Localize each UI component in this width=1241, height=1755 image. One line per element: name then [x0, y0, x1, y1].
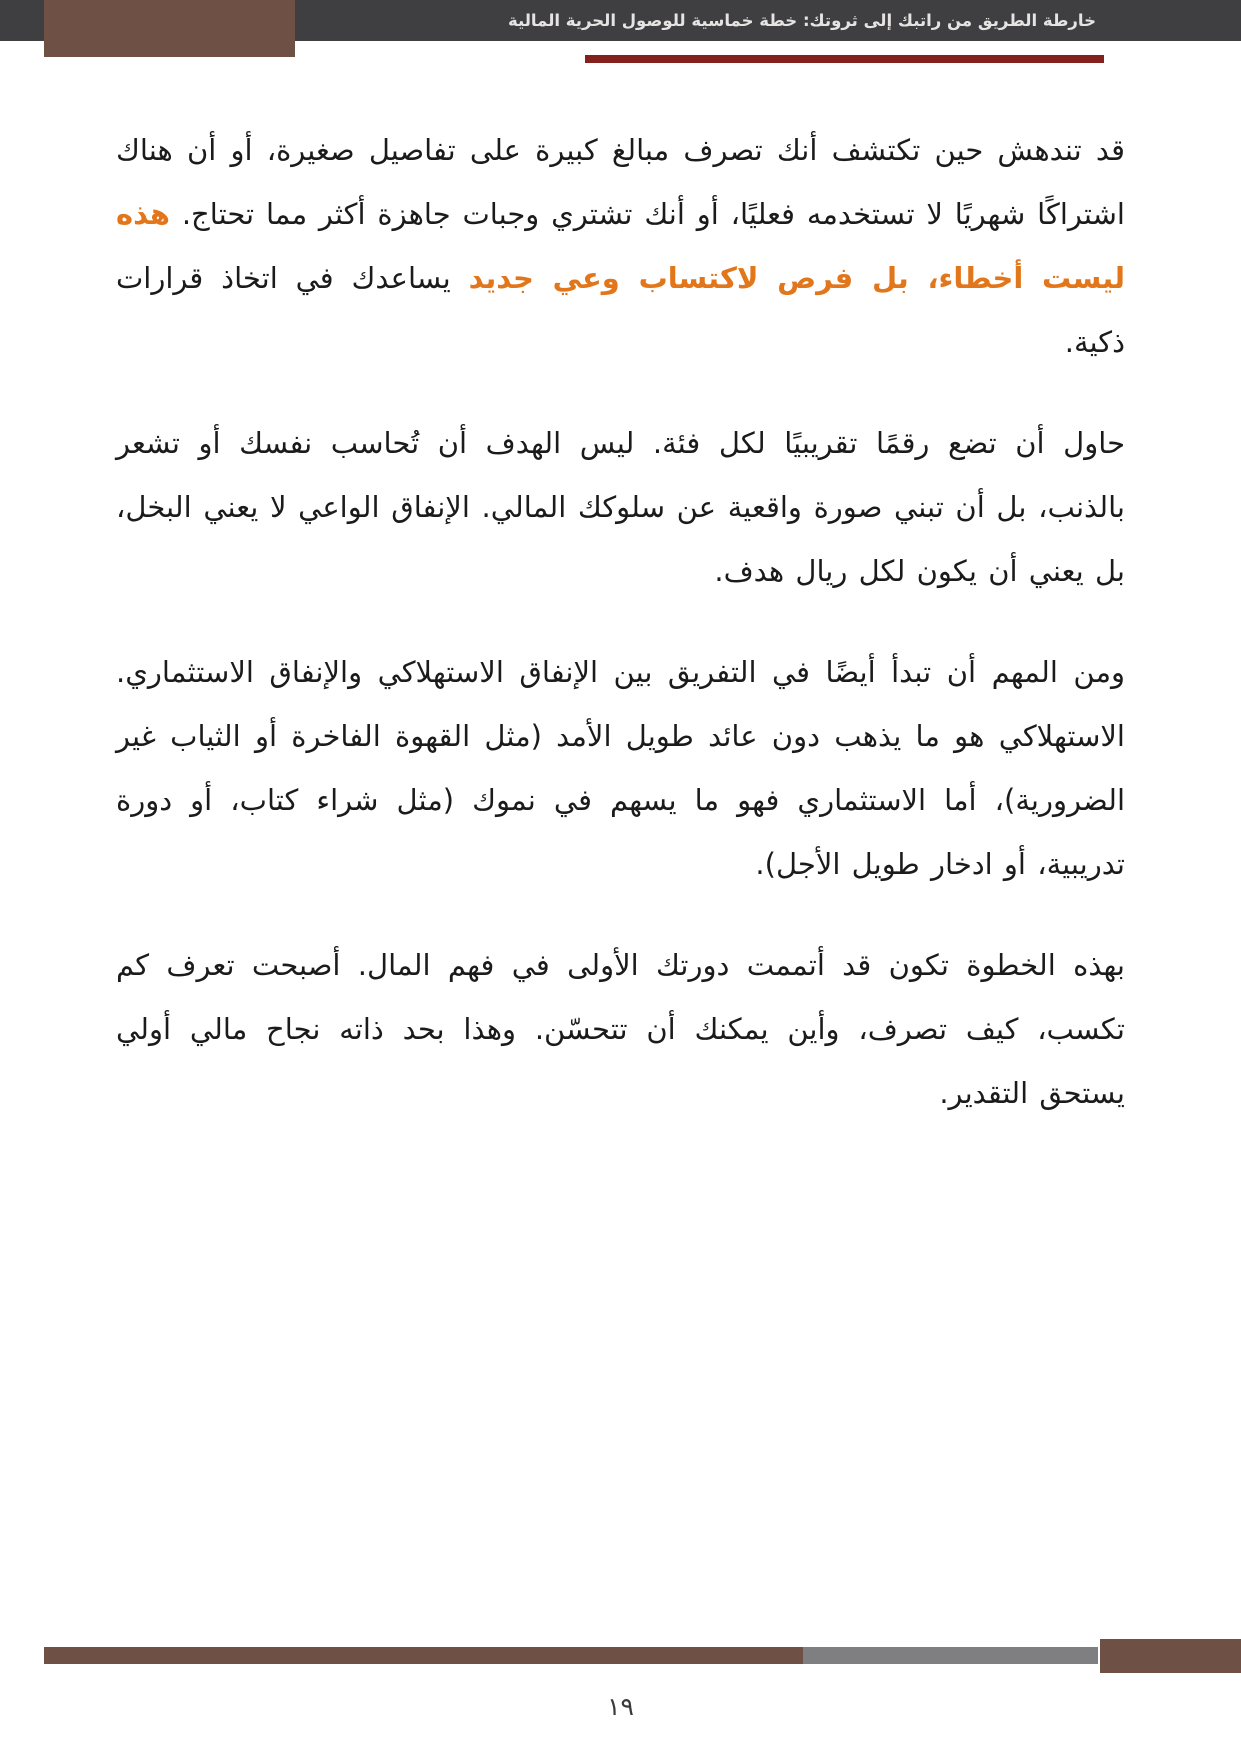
paragraph-1-highlight-text: هذه ليست أخطاء، بل فرص لاكتساب وعي جديد	[116, 197, 1125, 295]
footer-gray-bar	[803, 1647, 1098, 1664]
paragraph-1-tail-text: يساعدك في اتخاذ قرارات ذكية.	[116, 261, 1125, 359]
page-number: ١٩	[607, 1692, 634, 1721]
paragraph-2: حاول أن تضع رقمًا تقريبيًا لكل فئة. ليس الهدف أن تُحاسب نفسك أو تشعر بالذنب، بل أن تبني صورة واقعية عن سلوكك المالي. الإنفاق الواعي لا يعني البخل، بل يعني أن يكون لكل ريال هدف.	[116, 426, 1125, 588]
paragraph-1-text: قد تندهش حين تكتشف أنك تصرف مبالغ كبيرة على تفاصيل صغيرة، أو أن هناك اشتراكًا شهريًا لا تستخدمه فعليًا، أو أنك تشتري وجبات جاهزة أكثر مما تحتاج.	[116, 133, 1125, 231]
header-red-accent-line	[585, 55, 1104, 63]
document-body	[116, 118, 1125, 1125]
paragraph-3: ومن المهم أن تبدأ أيضًا في التفريق بين الإنفاق الاستهلاكي والإنفاق الاستثماري. الاستهلاكي هو ما يذهب دون عائد طويل الأمد (مثل القهوة الفاخرة أو الثياب غير الضرورية)، أما الاستثماري فهو ما يسهم في نموك (مثل شراء كتاب، أو دورة تدريبية، أو ادخار طويل الأجل).	[116, 655, 1125, 881]
page-header-title: خارطة الطريق من راتبك إلى ثروتك: خطة خماسية للوصول الحرية المالية	[508, 11, 1096, 30]
header-brown-block	[44, 0, 295, 57]
paragraph-4: بهذه الخطوة تكون قد أتممت دورتك الأولى في فهم المال. أصبحت تعرف كم تكسب، كيف تصرف، وأين يمكنك أن تتحسّن. وهذا بحد ذاته نجاح مالي أولي يستحق التقدير.	[116, 948, 1125, 1110]
footer-brown-block	[1100, 1639, 1241, 1673]
paragraph-1	[116, 118, 1125, 374]
